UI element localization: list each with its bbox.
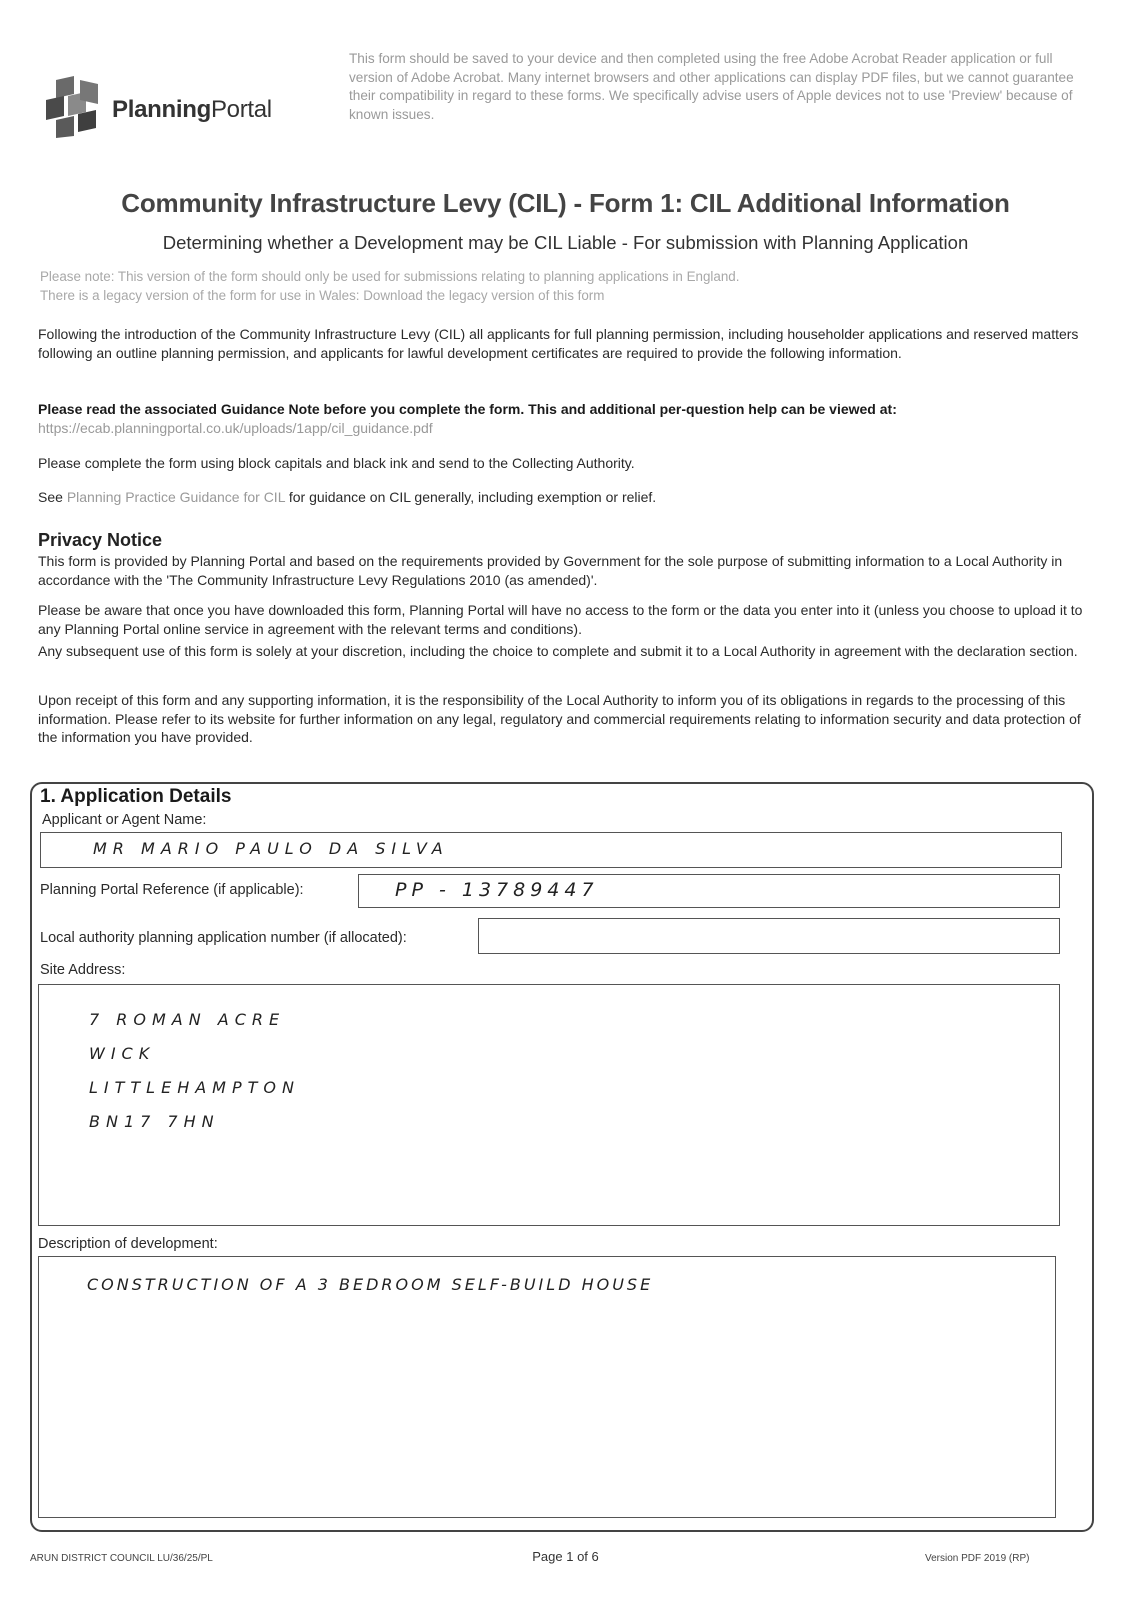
privacy-p3: Any subsequent use of this form is solely at your discretion, including the choice to complete and submit it to a Local Authority in agreement with the declaration section. (38, 643, 1078, 659)
pp-reference-field[interactable] (358, 874, 1060, 908)
la-number-label: Local authority planning application number (if allocated): (40, 930, 407, 946)
planning-portal-logo-icon (44, 76, 102, 138)
guidance-block (38, 400, 1098, 437)
privacy-heading: Privacy Notice (38, 530, 163, 550)
privacy-p1: This form is provided by Planning Portal and based on the requirements provided by Government for the sole purpose of submitting information to a Local Authority in accordance with the 'The Community Infrastructure Levy Regulations 2010 (as amended)'. (38, 553, 1063, 588)
site-address-line-2: WICK (89, 1044, 156, 1063)
site-address-line-3: LITTLEHAMPTON (89, 1078, 300, 1097)
form-subtitle: Determining whether a Development may be CIL Liable - For submission with Planning Application (162, 232, 969, 253)
section-title: 1. Application Details (40, 786, 232, 807)
see-guidance-line (38, 488, 1098, 507)
description-label: Description of development: (38, 1236, 218, 1252)
guidance-instruction: Please read the associated Guidance Note before you complete the form. This and additional per-question help can be viewed at: (38, 401, 897, 417)
la-number-field[interactable] (478, 918, 1060, 954)
site-address-field[interactable] (38, 984, 1060, 1226)
footer-version: Version PDF 2019 (RP) (925, 1553, 1030, 1564)
version-note (40, 267, 1100, 305)
applicant-name-value: MR MARIO PAULO DA SILVA (93, 839, 449, 858)
intro-paragraph: Following the introduction of the Community Infrastructure Levy (CIL) all applicants for full planning permission, including householder applications and reserved matters following an outline planning permission, and applicants for lawful development certificates are required to provide the following information. (38, 326, 1079, 361)
site-address-label: Site Address: (40, 962, 126, 978)
see-prefix: See (38, 489, 67, 505)
footer-reference: ARUN DISTRICT COUNCIL LU/36/25/PL (30, 1553, 213, 1564)
brand-wordmark: PlanningPortal (112, 96, 272, 123)
pp-reference-label: Planning Portal Reference (if applicable): (40, 882, 304, 898)
ppg-cil-link[interactable]: Planning Practice Guidance for CIL (66, 489, 285, 505)
site-address-line-1: 7 ROMAN ACRE (89, 1010, 286, 1029)
description-field[interactable] (38, 1256, 1056, 1518)
note-wales[interactable]: There is a legacy version of the form for use in Wales: Download the legacy version of this form (40, 288, 605, 303)
note-england: Please note: This version of the form should only be used for submissions relating to planning applications in England. (40, 269, 740, 284)
pp-reference-value: PP - 13789447 (395, 879, 599, 901)
block-capitals-instruction: Please complete the form using block capitals and black ink and send to the Collecting Authority. (38, 455, 635, 471)
guidance-link[interactable]: https://ecab.planningportal.co.uk/uploads/1app/cil_guidance.pdf (38, 419, 433, 436)
planning-portal-logo (44, 76, 304, 146)
privacy-p2: Please be aware that once you have downloaded this form, Planning Portal will have no access to the form or the data you enter into it (unless you choose to upload it to any Planning Portal online service in agreement with the relevant terms and conditions). (38, 602, 1083, 637)
page-number: Page 1 of 6 (532, 1549, 599, 1564)
see-suffix: for guidance on CIL generally, including exemption or relief. (284, 489, 657, 505)
description-value: CONSTRUCTION OF A 3 BEDROOM SELF-BUILD HOUSE (87, 1275, 654, 1294)
site-address-value (89, 1003, 300, 1139)
site-address-line-4: BN17 7HN (89, 1112, 220, 1131)
intro-note: This form should be saved to your device and then completed using the free Adobe Acrobat Reader application or full version of Adobe Acrobat. Many internet browsers and other applications can display PDF files, but we cannot guarantee their compatibility in regard to these forms. We specifically advise users of Apple devices not to use 'Preview' because of known issues. (349, 51, 1074, 122)
privacy-p4: Upon receipt of this form and any supporting information, it is the responsibility of the Local Authority to inform you of its obligations in regards to the processing of this information. Please refer to its website for further information on any legal, regulatory and commercial requirements relating to information security and data protection of the information you have provided. (38, 692, 1081, 745)
form-title: Community Infrastructure Levy (CIL) - Form 1: CIL Additional Information (121, 188, 1010, 218)
applicant-name-label: Applicant or Agent Name: (42, 812, 207, 828)
applicant-name-field[interactable] (40, 832, 1062, 868)
